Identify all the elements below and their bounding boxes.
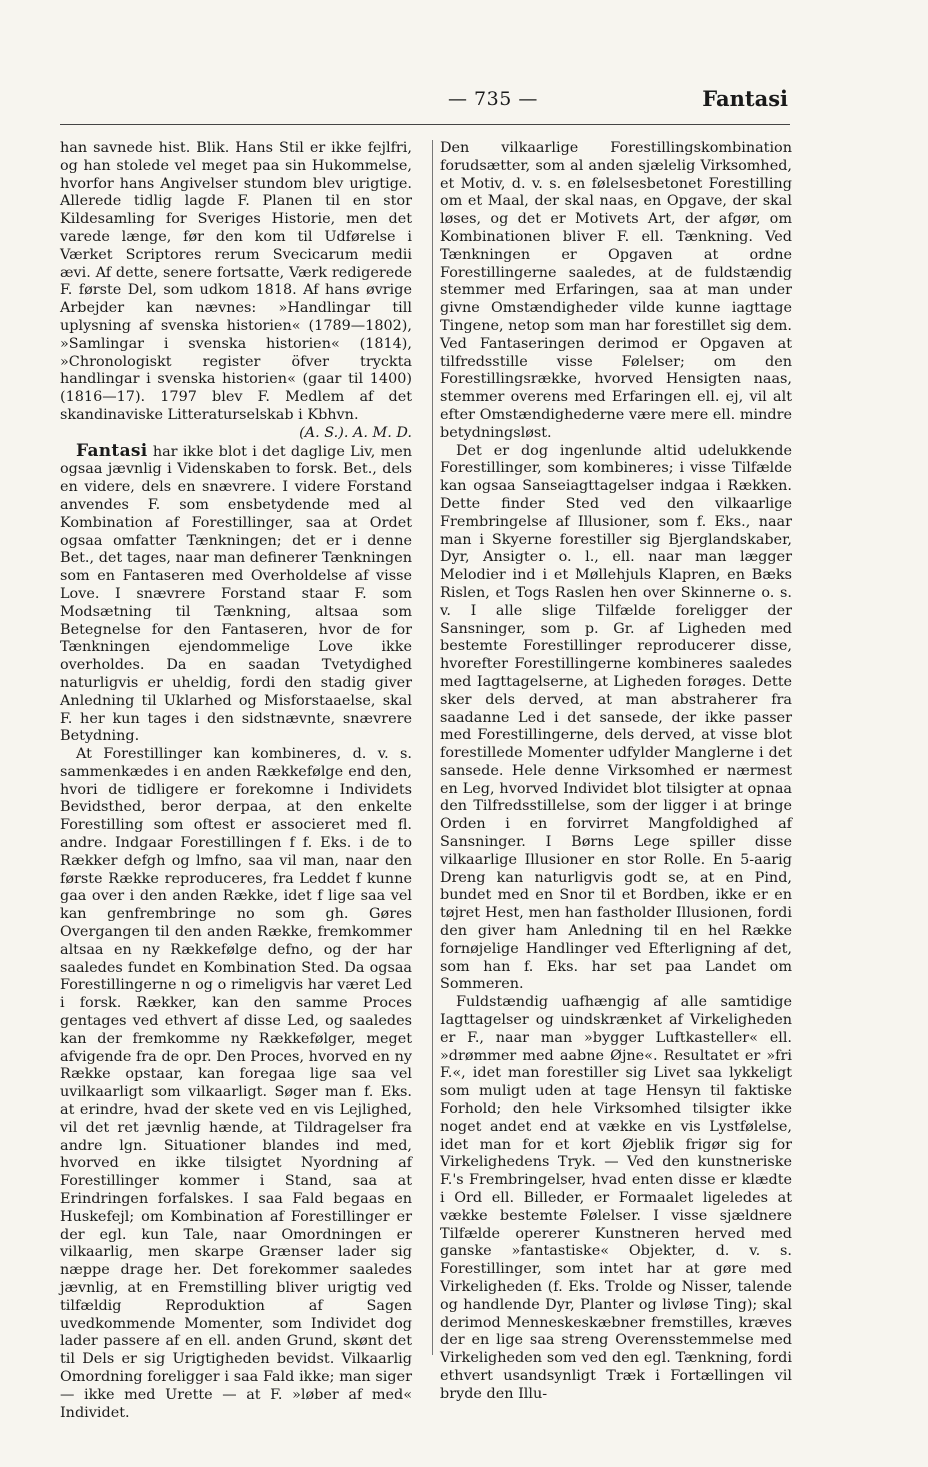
page-header (60, 82, 790, 122)
paragraph: Den vilkaarlige Forestillingskombination forudsætter, som al anden sjælelig Virksomhed, et Motiv, d. v. s. en følelsesbetonet Forestilling om et Maal, der skal naas, en Opgave, der skal løses, og det er Motivets Art, der afgør, om Kombinationen bliver F. ell. Tænkning. Ved Tænkningen er Opgaven at ordne Forestillingerne saaledes, at de fuldstændig stemmer med Erfaringen, saa at man under givne Omstændigheder vilde kunne iagttage Tingene, netop som man har forestillet sig dem. Ved Fantaseringen derimod er Opgaven at tilfredsstille visse Følelser; om den Forestillingsrække, hvorved Hensigten naas, stemmer overens med Erfaringen ell. ej, vil alt efter Omstændighederne være mere ell. mindre betydningsløst. (440, 140, 792, 441)
entry-paragraph (60, 440, 413, 747)
header-rule (60, 124, 790, 125)
running-head: Fantasi (702, 86, 788, 111)
author-signature: (A. S.). A. M. D. (299, 424, 412, 441)
left-column (60, 140, 412, 1422)
paragraph: Fuldstændig uafhængig af alle samtidige Iagttagelser og uindskrænket af Virkeligheden er F., naar man »bygger Luftkasteller« ell. »drømmer med aabne Øjne«. Resultatet er »fri F.«, idet man forestiller sig Livet saa lykkeligt som muligt uden at tage Hensyn til faktiske Forhold; den hele Virksomhed tilsigter ikke noget andet end at vække en vis Lystfølelse, idet man for et kort Øjeblik frigør sig for Virkelighedens Tryk. — Ved den kunstneriske F.'s Frembringelser, hvad enten disse er klædte i Ord ell. Billeder, er Formaalet ligeledes at vække bestemte Følelser. I visse sjældnere Tilfælde opererer Kunstneren herved med ganske »fantastiske« Objekter, d. v. s. Forestillinger, som intet har at gøre med Virkeligheden (f. Eks. Trolde og Nisser, talende og handlende Dyr, Planter og livløse Ting); skal derimod Menneskeskæbner fremstilles, kræves der en lige saa streng Overensstemmelse med Virkeligheden som ved den egl. Tænkning, fordi ethvert usandsynligt Træk i Fortællingen vil bryde den Illu- (440, 994, 792, 1402)
entry-text: har ikke blot i det daglige Liv, men ogsaa jævnlig i Videnskaben to forsk. Bet., dels en videre, dels en snævrere. I videre Forstand anvendes F. som ensbetydende med al Kombination af Forestillinger, saa at Ordet ogsaa omfatter Tænkningen; det er i denne Bet., det tages, naar man definerer Tænkningen som en Fantaseren med Overholdelse af visse Love. I snævrere Forstand staar F. som Modsætning til Tænkning, altsaa som Betegnelse for den Fantaseren, hvor de for Tænkningen ejendommelige Love ikke overholdes. Da en saadan Tvetydighed naturligvis er uheldig, fordi den stadig giver Anledning til Uklarhed og Misforstaaelse, skal F. her kun tages i den sidstnævnte, snævrere Betydning. (60, 443, 413, 745)
column-divider (432, 140, 433, 1355)
right-column (440, 140, 792, 1404)
page-number: — 735 — (448, 88, 538, 110)
paragraph: han savnede hist. Blik. Hans Stil er ikke fejlfri, og han stolede vel meget paa sin Hukommelse, hvorfor hans Angivelser stundom blev urigtige. Allerede tidlig lagde F. Planen til en stor Kildesamling for Sveriges Historie, men det varede længe, før den kom til Udførelse i Værket Scriptores rerum Svecicarum medii ævi. Af dette, senere fortsatte, Værk redigerede F. første Del, som udkom 1818. Af hans øvrige Arbejder kan nævnes: »Handlingar till uplysning af svenska historien« (1789—1802), »Samlingar i svenska historien« (1814), »Chronologiskt register öfver tryckta handlingar i svenska historien« (gaar til 1400) (1816—17). 1797 blev F. Medlem af det skandinaviske Litteraturselskab i Kbhvn. (60, 140, 412, 423)
entry-headword: Fantasi (76, 440, 148, 461)
paragraph: At Forestillinger kan kombineres, d. v. s. sammenkædes i en anden Rækkefølge end den, hvori de tidligere er forekomne i Individets Bevidsthed, beror derpaa, at den enkelte Forestilling som oftest er associeret med fl. andre. Indgaar Forestillingen f f. Eks. i de to Rækker defgh og lmfno, saa vil man, naar den første Række reproduceres, fra Leddet f kunne gaa over i den anden Række, idet f lige saa vel kan genfrembringe no som gh. Gøres Overgangen til den anden Række, fremkommer altsaa en ny Rækkefølge defno, og der har saaledes fundet en Kombination Sted. Da ogsaa Forestillingerne n og o rimeligvis har været Led i forsk. Rækker, kan den samme Proces gentages ved ethvert af disse Led, og saaledes kan der fremkomme ny Rækkefølger, meget afvigende fra de opr. Den Proces, hvorved en ny Række opstaar, kan foregaa lige saa vel uvilkaarligt som vilkaarligt. Søger man f. Eks. at erindre, hvad der skete ved en vis Lejlighed, vil det ret jævnlig hænde, at Tildragelser fra andre lgn. Situationer blandes ind med, hvorved en ikke tilsigtet Nyordning af Forestillinger kommer i Stand, saa at Erindringen forfalskes. I saa Fald begaas en Huskefejl; om Kombination af Forestillinger er der egl. kun Tale, naar Omordningen er vilkaarlig, men skarpe Grænser lader sig næppe drage her. Det forekommer saaledes jævnlig, at en Fremstilling bliver urigtig ved tilfældig Reproduktion af Sagen uvedkommende Momenter, som Individet dog lader passere af en ell. anden Grund, skønt det til Dels er sig Urigtigheden bevidst. Vilkaarlig Omordning foreligger i saa Fald ikke; man siger — ikke med Urette — at F. »løber af med« Individet. (60, 746, 412, 1421)
paragraph: Det er dog ingenlunde altid udelukkende Forestillinger, som kombineres; i visse Tilfælde kan ogsaa Sanseiagttagelser indgaa i Rækken. Dette finder Sted ved den vilkaarlige Frembringelse af Illusioner, som f. Eks., naar man i Skyerne forestiller sig Bjerglandskaber, Dyr, Ansigter o. l., ell. naar man lægger Melodier ind i et Møllehjuls Klapren, en Bæks Rislen, et Togs Raslen hen over Skinnerne o. s. v. I alle slige Tilfælde foreligger der Sansninger, som p. Gr. af Ligheden med bestemte Forestillinger reproducerer disse, hvorefter Forestillingerne kombineres saaledes med Iagttagelserne, at Ligheden forøges. Dette sker dels derved, at man abstraherer fra saadanne Led i det sansede, der ikke passer med Forestillingerne, dels derved, at visse blot forestillede Momenter udfylder Manglerne i det sansede. Hele denne Virksomhed er nærmest en Leg, hvorved Individet blot tilsigter at opnaa den Tilfredsstillelse, som der ligger i at bringe Orden i en forvirret Mangfoldighed af Sansninger. I Børns Lege spiller disse vilkaarlige Illusioner en stor Rolle. En 5-aarig Dreng kan naturligvis godt se, at en Pind, bundet med en Snor til et Bordben, ikke er en tøjret Hest, men han fastholder Illusionen, fordi den giver ham Anledning til en hel Række fornøjelige Handlinger ved Efterligning af det, som han f. Eks. har set paa Landet om Sommeren. (440, 442, 792, 993)
